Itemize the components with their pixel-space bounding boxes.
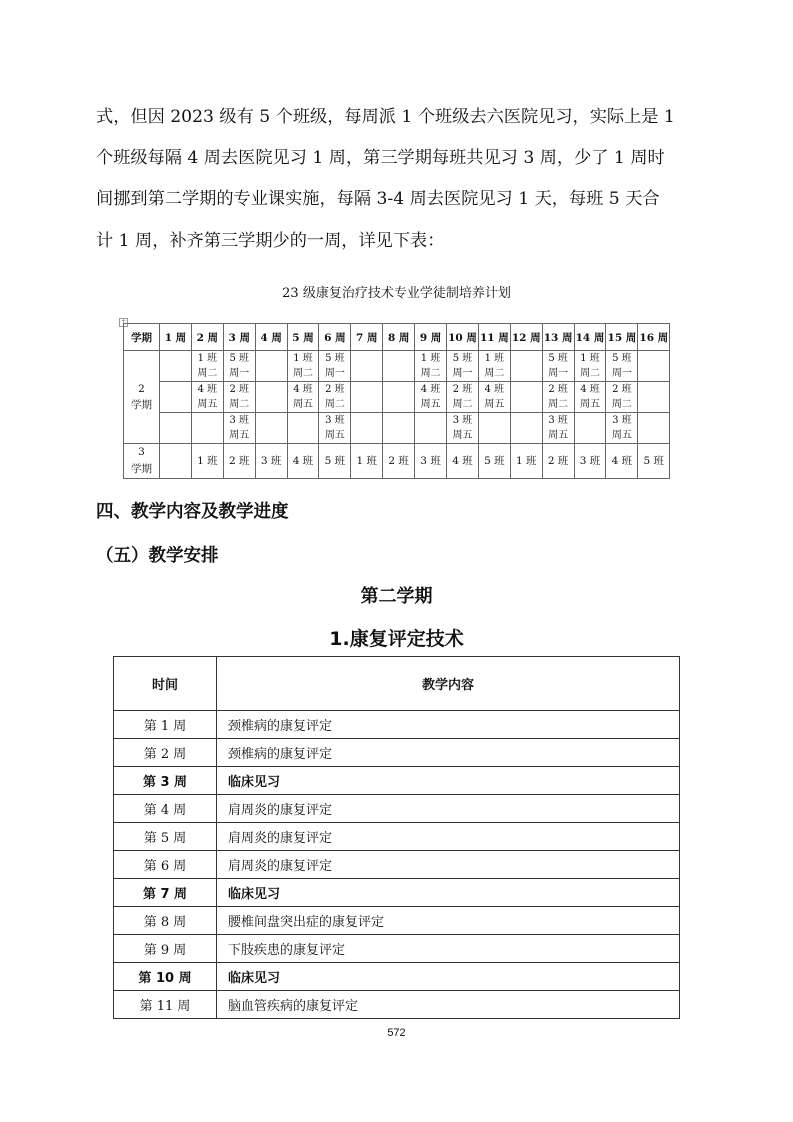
schedule-cell: 4 班 [447, 444, 479, 479]
schedule-cell: 5 班 周一 [542, 351, 574, 382]
schedule-cell: 2 班 周二 [542, 382, 574, 413]
week-cell: 第 8 周 [114, 907, 217, 935]
schedule-cell: 1 班 [351, 444, 383, 479]
week-cell: 第 7 周 [114, 879, 217, 907]
schedule-cell [383, 382, 415, 413]
schedule-cell [351, 351, 383, 382]
week-header: 11 周 [478, 324, 510, 351]
section-five-heading: （五）教学安排 [96, 546, 219, 566]
schedule-cell: 4 班 周五 [574, 382, 606, 413]
schedule-cell: 3 班 周五 [542, 413, 574, 444]
term2-row [124, 382, 670, 413]
week-cell: 第 2 周 [114, 739, 217, 767]
week-cell: 第 1 周 [114, 711, 217, 739]
schedule-cell: 5 班 [319, 444, 351, 479]
content-cell: 临床见习 [217, 767, 680, 795]
schedule-cell: 1 班 [510, 444, 542, 479]
table-row [114, 711, 680, 739]
content-cell: 下肢疾患的康复评定 [217, 935, 680, 963]
schedule-cell: 5 班 周一 [223, 351, 255, 382]
table-row [114, 767, 680, 795]
schedule-cell: 5 班 [638, 444, 670, 479]
schedule-cell: 2 班 周二 [223, 382, 255, 413]
week-header: 1 周 [160, 324, 192, 351]
week-cell: 第 11 周 [114, 991, 217, 1019]
schedule-cell: 2 班 [223, 444, 255, 479]
schedule-cell [415, 413, 447, 444]
course-title: 1.康复评定技术 [329, 628, 464, 650]
schedule-cell: 2 班 周二 [447, 382, 479, 413]
page-number: 572 [387, 1027, 406, 1039]
schedule-cell: 2 班 周二 [606, 382, 638, 413]
schedule-cell [160, 382, 192, 413]
term3-row [124, 444, 670, 479]
content-cell: 临床见习 [217, 879, 680, 907]
schedule-cell: 5 班 周一 [606, 351, 638, 382]
schedule-cell: 1 班 周二 [478, 351, 510, 382]
schedule-cell [255, 382, 287, 413]
schedule-cell: 3 班 周五 [319, 413, 351, 444]
plan-header-content: 教学内容 [217, 657, 680, 711]
schedule-cell [638, 413, 670, 444]
section-four-heading: 四、教学内容及教学进度 [96, 502, 289, 522]
week-header: 2 周 [191, 324, 223, 351]
plan-header-row [114, 657, 680, 711]
term2-label: 2 学期 [124, 351, 160, 444]
schedule-cell [287, 413, 319, 444]
plan-header-time: 时间 [114, 657, 217, 711]
schedule-cell [383, 413, 415, 444]
schedule-cell: 3 班 [574, 444, 606, 479]
schedule-corner: 学期 [124, 324, 160, 351]
week-header: 14 周 [574, 324, 606, 351]
schedule-caption: 23 级康复治疗技术专业学徒制培养计划 [282, 286, 511, 301]
schedule-cell: 4 班 [287, 444, 319, 479]
table-row [114, 879, 680, 907]
schedule-cell [351, 413, 383, 444]
table-row [114, 907, 680, 935]
intro-line-1: 式，但因 2023 级有 5 个班级，每周派 1 个班级去六医院见习，实际上是 1 [96, 107, 675, 127]
content-cell: 肩周炎的康复评定 [217, 823, 680, 851]
week-header: 13 周 [542, 324, 574, 351]
teaching-plan-table [113, 656, 680, 1019]
week-cell: 第 10 周 [114, 963, 217, 991]
content-cell: 临床见习 [217, 963, 680, 991]
term2-row [124, 413, 670, 444]
schedule-cell: 1 班 周二 [287, 351, 319, 382]
week-header: 12 周 [510, 324, 542, 351]
week-header: 16 周 [638, 324, 670, 351]
schedule-header-row [124, 324, 670, 351]
schedule-cell: 4 班 [606, 444, 638, 479]
schedule-cell [351, 382, 383, 413]
week-header: 9 周 [415, 324, 447, 351]
content-cell: 颈椎病的康复评定 [217, 739, 680, 767]
schedule-cell: 1 班 周二 [415, 351, 447, 382]
semester-title: 第二学期 [360, 586, 433, 607]
schedule-table [123, 323, 670, 479]
schedule-cell [383, 351, 415, 382]
week-header: 3 周 [223, 324, 255, 351]
schedule-cell: 2 班 [383, 444, 415, 479]
week-header: 15 周 [606, 324, 638, 351]
schedule-cell [255, 351, 287, 382]
schedule-cell [638, 382, 670, 413]
week-header: 4 周 [255, 324, 287, 351]
table-row [114, 851, 680, 879]
week-cell: 第 4 周 [114, 795, 217, 823]
week-cell: 第 6 周 [114, 851, 217, 879]
schedule-cell [160, 444, 192, 479]
schedule-cell: 3 班 周五 [223, 413, 255, 444]
content-cell: 腰椎间盘突出症的康复评定 [217, 907, 680, 935]
week-header: 5 周 [287, 324, 319, 351]
week-cell: 第 9 周 [114, 935, 217, 963]
table-row [114, 823, 680, 851]
table-row [114, 935, 680, 963]
schedule-cell: 4 班 周五 [191, 382, 223, 413]
schedule-cell: 1 班 [191, 444, 223, 479]
table-row [114, 795, 680, 823]
schedule-cell: 2 班 [542, 444, 574, 479]
content-cell: 肩周炎的康复评定 [217, 795, 680, 823]
table-row [114, 991, 680, 1019]
intro-line-2: 个班级每隔 4 周去医院见习 1 周，第三学期每班共见习 3 周，少了 1 周时 [96, 148, 665, 168]
schedule-cell: 4 班 周五 [415, 382, 447, 413]
schedule-cell: 3 班 周五 [447, 413, 479, 444]
term3-label: 3 学期 [124, 444, 160, 479]
term2-row [124, 351, 670, 382]
content-cell: 肩周炎的康复评定 [217, 851, 680, 879]
schedule-cell [638, 351, 670, 382]
schedule-cell: 3 班 [255, 444, 287, 479]
schedule-cell [510, 382, 542, 413]
schedule-cell: 5 班 周一 [319, 351, 351, 382]
schedule-cell [478, 413, 510, 444]
week-header: 8 周 [383, 324, 415, 351]
week-cell: 第 5 周 [114, 823, 217, 851]
content-cell: 脑血管疾病的康复评定 [217, 991, 680, 1019]
table-move-handle[interactable]: + [120, 318, 127, 325]
week-cell: 第 3 周 [114, 767, 217, 795]
table-row [114, 739, 680, 767]
schedule-cell: 2 班 周二 [319, 382, 351, 413]
schedule-cell: 5 班 [478, 444, 510, 479]
schedule-cell [191, 413, 223, 444]
schedule-cell [510, 413, 542, 444]
schedule-cell [510, 351, 542, 382]
schedule-cell: 1 班 周二 [191, 351, 223, 382]
week-header: 6 周 [319, 324, 351, 351]
content-cell: 颈椎病的康复评定 [217, 711, 680, 739]
schedule-cell [574, 413, 606, 444]
week-header: 10 周 [447, 324, 479, 351]
schedule-cell [255, 413, 287, 444]
schedule-cell: 3 班 [415, 444, 447, 479]
schedule-cell: 4 班 周五 [478, 382, 510, 413]
schedule-cell: 3 班 周五 [606, 413, 638, 444]
intro-line-3: 间挪到第二学期的专业课实施，每隔 3-4 周去医院见习 1 天，每班 5 天合 [96, 189, 660, 209]
week-header: 7 周 [351, 324, 383, 351]
intro-line-4: 计 1 周，补齐第三学期少的一周，详见下表： [96, 231, 445, 251]
schedule-cell: 4 班 周五 [287, 382, 319, 413]
table-row [114, 963, 680, 991]
schedule-cell: 1 班 周二 [574, 351, 606, 382]
schedule-cell: 5 班 周一 [447, 351, 479, 382]
schedule-cell [160, 351, 192, 382]
schedule-cell [160, 413, 192, 444]
